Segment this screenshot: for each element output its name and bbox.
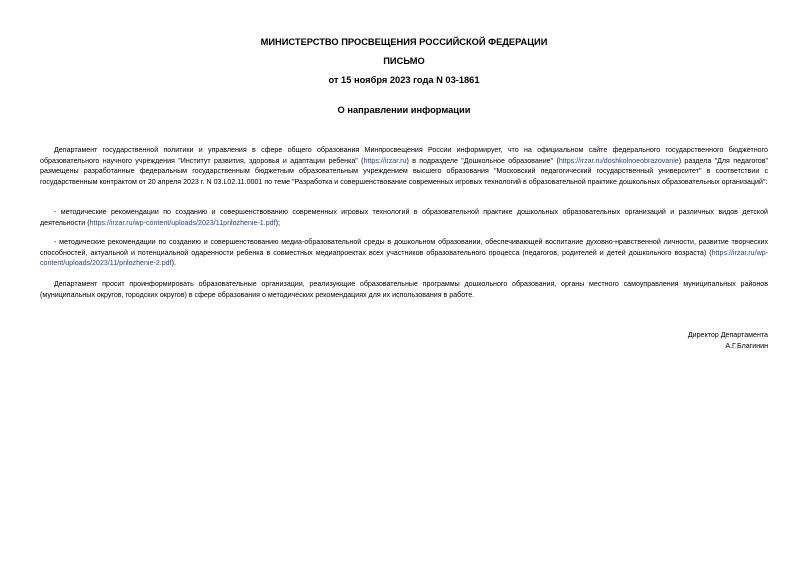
request-paragraph: Департамент просит проинформировать образовательные организации, реализующие образовательные программы дошкольного образования, органы местного самоуправления муниципальных районов (муниципальных округов, городских округов) в сфере образования о методических рекомендациях для их использования в работе. xyxy=(40,280,768,299)
list-item-game-technologies xyxy=(40,207,768,228)
list-item-media-environment xyxy=(40,237,768,269)
item1-text-1: - методические рекомендации по созданию и совершенствованию современных игровых технологий в образовательной практике дошкольных образовательных организаций и различных видов детской деятельности ( xyxy=(40,208,768,227)
intro-text-1: Департамент государственной политики и управления в сфере общего образования Минпросвещения России информирует, что на официальном сайте федерального государственного бюджетного образовательного научного учреждения "Институт развития, здоровья и адаптации ребенка" ( xyxy=(40,146,768,165)
item1-text-2: ); xyxy=(275,218,280,227)
irzar-site-link[interactable]: https://irzar.ru xyxy=(363,156,407,165)
attachment-1-link[interactable]: https://irzar.ru/wp-content/uploads/2023/11prilozhenie-1.pdf xyxy=(89,218,276,227)
document-date-number: от 15 ноября 2023 года N 03-1861 xyxy=(328,75,480,85)
item2-text-2: ). xyxy=(171,259,176,268)
document-subject: О направлении информации xyxy=(337,105,471,115)
signatory-position: Директор Департамента xyxy=(687,331,768,339)
attachment-2-link[interactable]: https://irzar.ru/wp-content/uploads/2023/11/prilozhenie-2.pdf xyxy=(40,248,768,268)
document-type: ПИСЬМО xyxy=(383,56,425,66)
intro-text-2: ) в подразделе "Дошкольное образование" ( xyxy=(406,156,559,165)
intro-text-3: ) раздела "Для педагогов" размещены разработанные федеральным государственным бюджетным образовательным учреждением высшего образования "Московский педагогический государственный университет" в соответствии с государственным контрактом от 20 апреля 2023 г. N 03.L02.11.0001 по теме "Разработка и совершенствование современных игровых технологий в образовательной практике дошкольных образовательных организаций": xyxy=(40,156,768,186)
intro-paragraph xyxy=(40,145,768,187)
item2-text-1: - методические рекомендации по созданию и совершенствованию медиа-образовательной среды в дошкольном образовании, обеспечивающей воспитание духовно-нравственной личности, развитие творческих способностей, актуальной и потенциальной одаренности ребенка в совместных медиапроектах всех участников образовательного процесса (педагогов, родителей и детей дошкольного возраста) ( xyxy=(40,238,768,257)
preschool-section-link[interactable]: https://irzar.ru/doshkolnoeobrazovanie xyxy=(558,156,679,165)
ministry-title: МИНИСТЕРСТВО ПРОСВЕЩЕНИЯ РОССИЙСКОЙ ФЕДЕРАЦИИ xyxy=(260,37,548,47)
signatory-name: А.Г.Благинин xyxy=(725,342,768,350)
